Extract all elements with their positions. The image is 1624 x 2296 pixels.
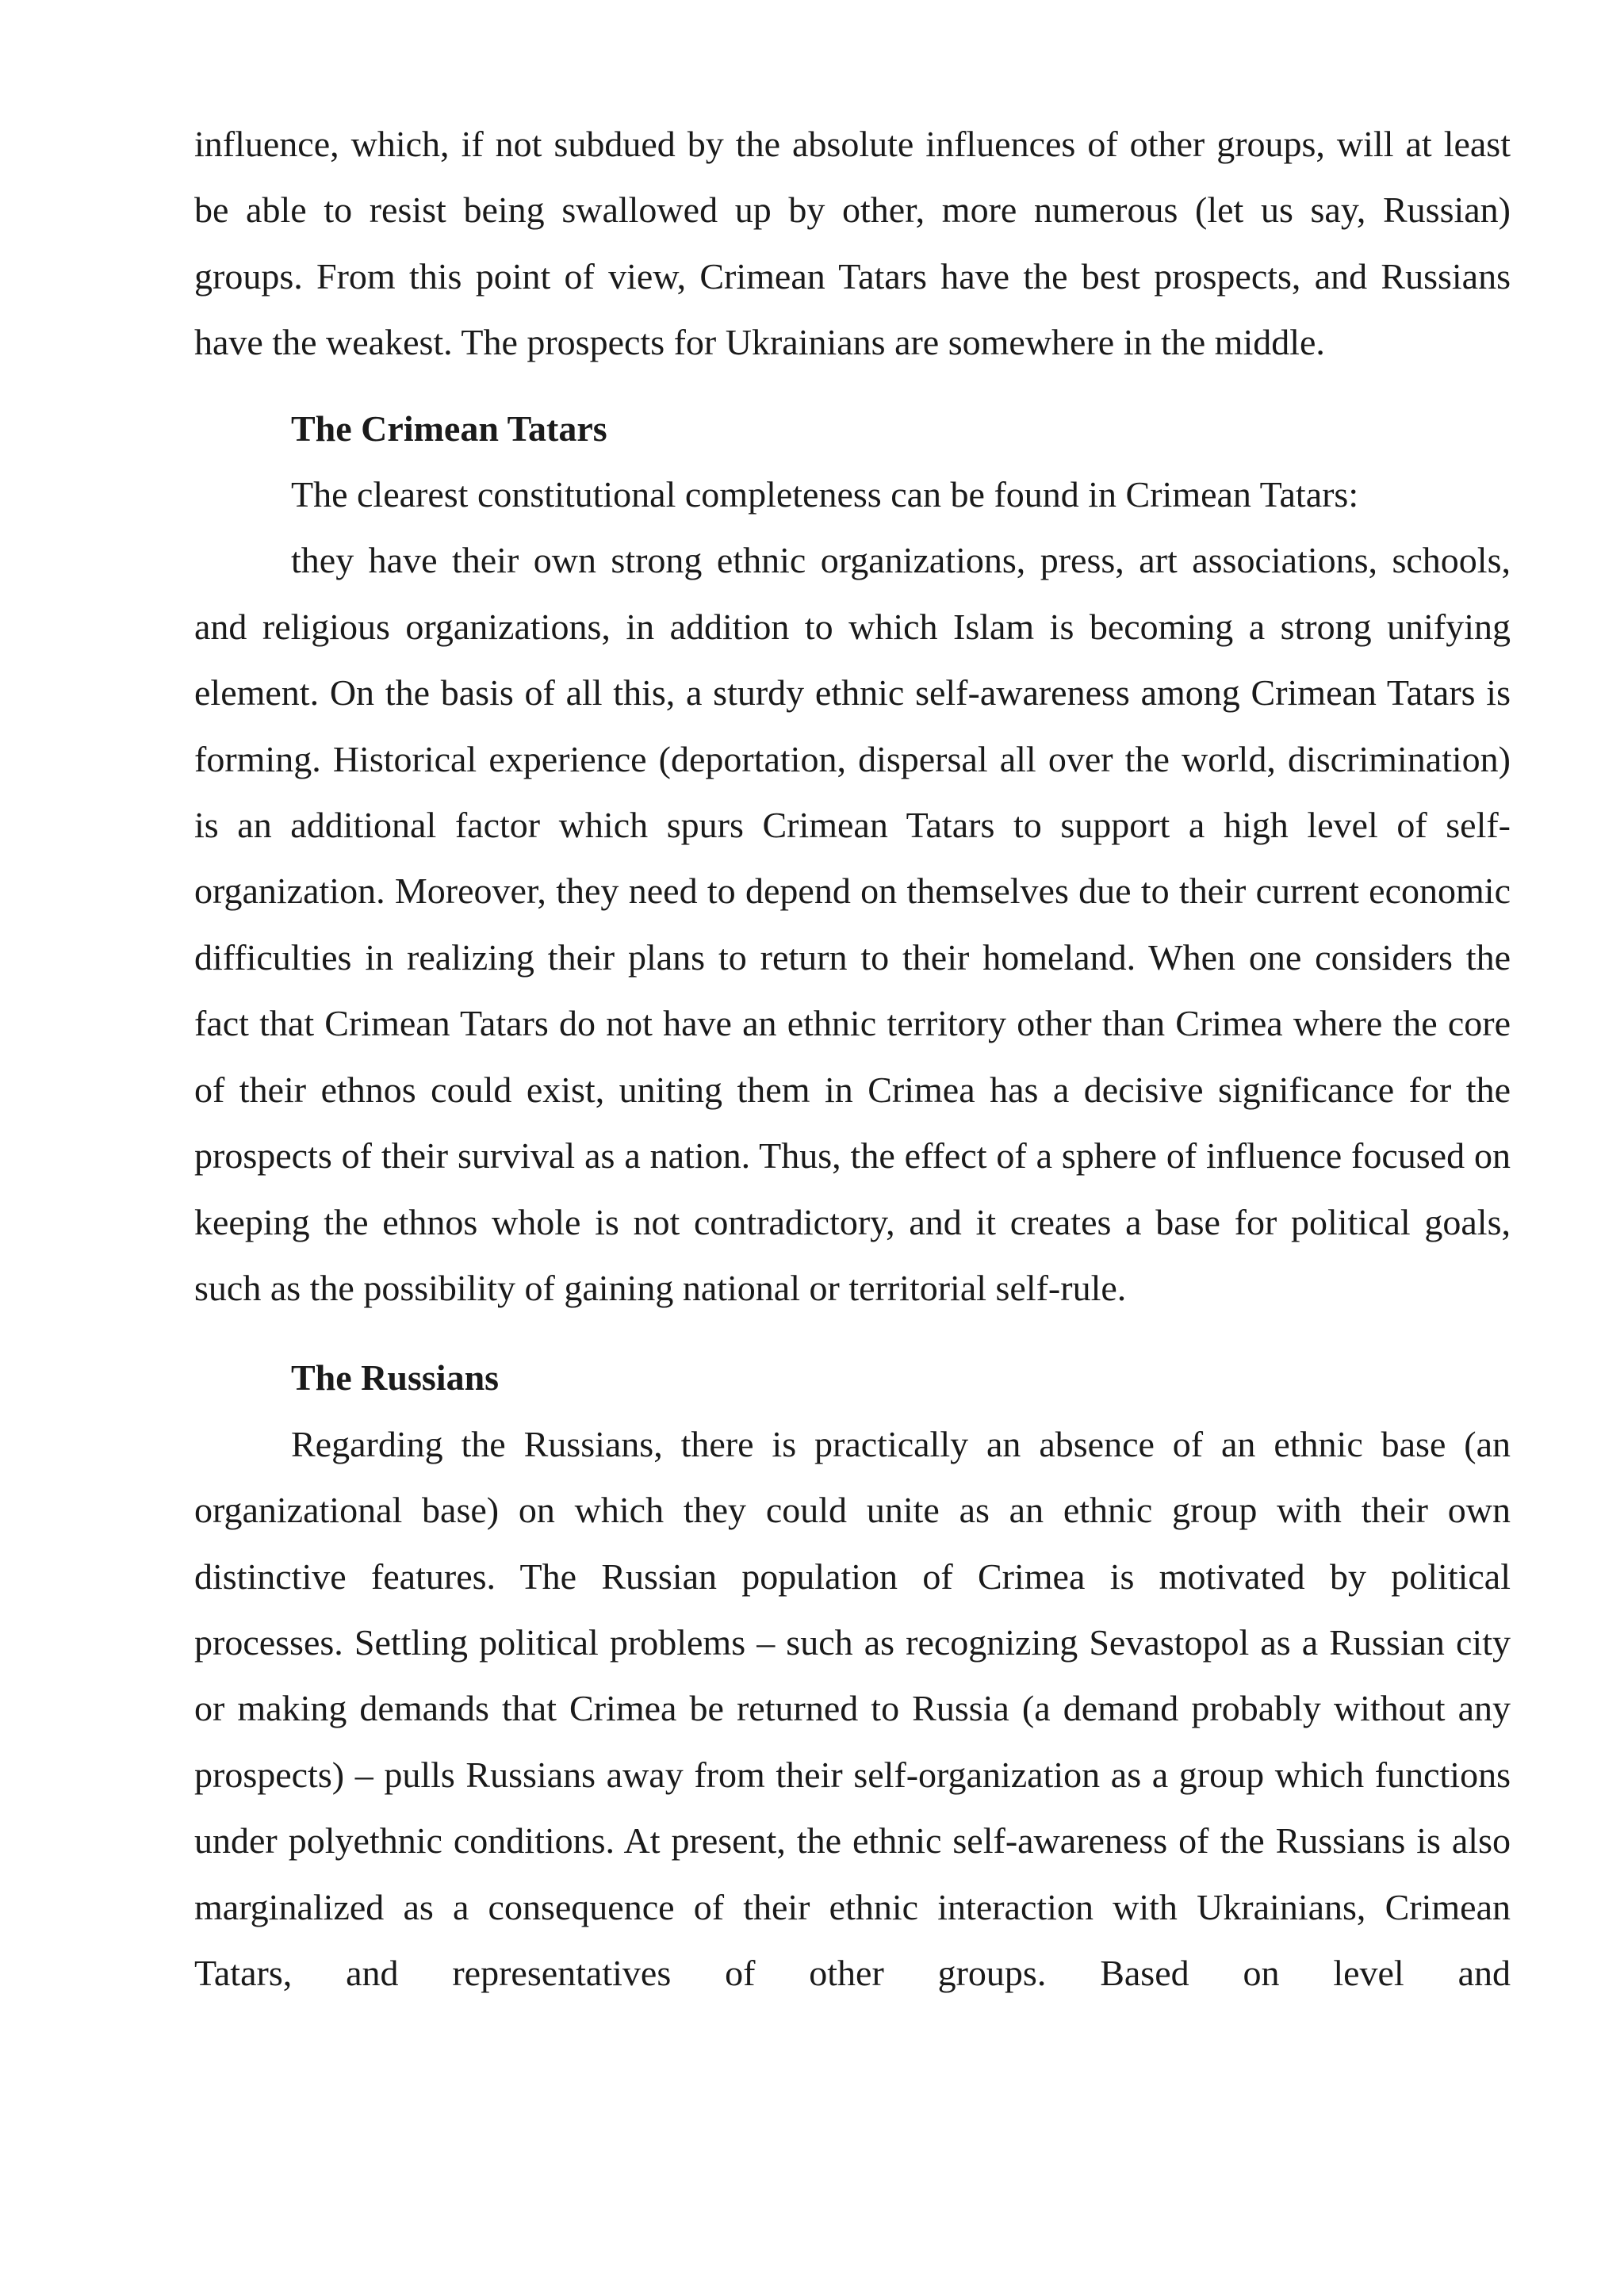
intro-paragraph: influence, which, if not subdued by the absolute influences of other groups, will at least be able to resist being swallowed up by other, more numerous (let us say, Russian) groups. From this point of view, Crimean Tatars have the best prospects, and Russians have the weakest. The prospects for Ukrainians are somewhere in the middle. (194, 124, 1511, 363)
text-column (194, 111, 1511, 2006)
crimean-tatars-lead-paragraph: The clearest constitutional completeness can be found in Crimean Tatars: (291, 474, 1359, 515)
crimean-tatars-body-paragraph: they have their own strong ethnic organizations, press, art associations, schools, and religious organizations, in addition to which Islam is becoming a strong unifying element. On the basis of all this, a sturdy ethnic self-awareness among Crimean Tatars is forming. Historical experience (deportation, dispersal all over the world, discrimination) is an additional factor which spurs Crimean Tatars to support a high level of self-organization. Moreover, they need to depend on themselves due to their current economic difficulties in realizing their plans to return to their homeland. When one considers the fact that Crimean Tatars do not have an ethnic territory other than Crimea where the core of their ethnos could exist, uniting them in Crimea has a decisive significance for the prospects of their survival as a nation. Thus, the effect of a sphere of influence focused on keeping the ethnos whole is not contradictory, and it creates a base for political goals, such as the possibility of gaining national or territorial self-rule. (194, 540, 1511, 1308)
russians-body-paragraph: Regarding the Russians, there is practically an absence of an ethnic base (an organizational base) on which they could unite as an ethnic group with their own distinctive features. The Russian population of Crimea is motivated by political processes. Settling political problems – such as recognizing Sevastopol as a Russian city or making demands that Crimea be returned to Russia (a demand probably without any prospects) – pulls Russians away from their self-organization as a group which functions under polyethnic conditions. At present, the ethnic self-awareness of the Russians is also marginalized as a consequence of their ethnic interaction with Ukrainians, Crimean Tatars, and representatives of other groups. Based on level and (194, 1423, 1511, 1993)
section-heading-crimean-tatars: The Crimean Tatars (291, 408, 607, 449)
section-heading-russians: The Russians (291, 1357, 500, 1399)
